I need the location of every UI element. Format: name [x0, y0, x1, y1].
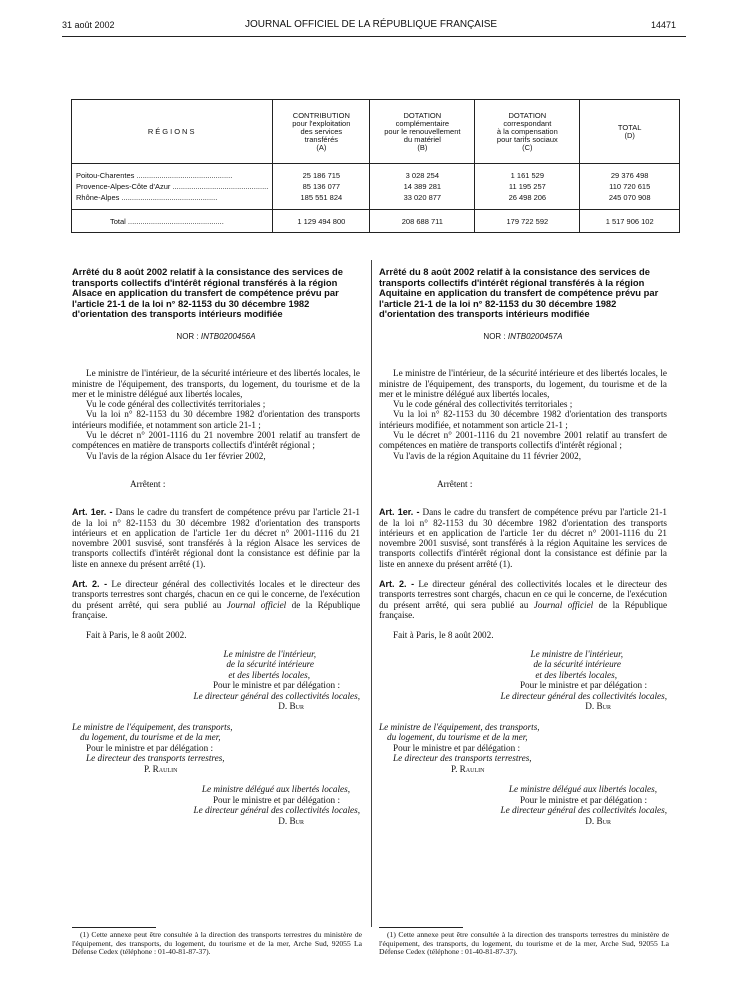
left-article: [72, 267, 360, 826]
col-header-d-text: TOTAL (D): [617, 122, 642, 140]
value-cell: 26 498 206: [475, 192, 580, 203]
total-cell: 1 517 906 102: [580, 210, 680, 233]
signature-block-1: Le ministre de l'intérieur, de la sécurité intérieure et des libertés locales, Pour le ministre et par délégation : Le directeur général des collectivités locales, D. Bur: [500, 648, 667, 711]
article-1: Art. 1er. - Dans le cadre du transfert de compétence prévu par l'article 21-1 de la loi n° 82-1153 du 30 décembre 1982 d'orientation des transports intérieurs et en application de l'article 1er du décret n° 2001-1116 du 21 novembre 2001 susvisé, sont transférés à la région Alsace les services de transports collectifs d'intérêt régional dont la consistance est définie par la liste en annexe du présent arrêté (1).: [72, 507, 360, 569]
col-header-regions: RÉGIONS: [72, 100, 273, 164]
fait-a-paris: Fait à Paris, le 8 août 2002.: [393, 630, 494, 641]
article-1: Art. 1er. - Dans le cadre du transfert de compétence prévu par l'article 21-1 de la loi n° 82-1153 du 30 décembre 1982 d'orientation des transports intérieurs et en application de l'article 1er du décret n° 2001-1116 du 21 novembre 2001 susvisé, sont transférés à la région Aquitaine les services de transports collectifs d'intérêt régional dont la consistance est définie par la liste en annexe du présent arrêté (1).: [379, 507, 667, 569]
page-number: 14471: [651, 20, 677, 30]
value-cell: 3 028 254: [370, 170, 475, 181]
table-row: [72, 181, 680, 192]
col-header-b: [370, 100, 475, 164]
article-title: Arrêté du 8 août 2002 relatif à la consistance des services de transports collectifs d'intérêt régional transférés à la région Alsace en application du transfert de compétence prévu par l'article 21-1 de la loi n° 82-1153 du 30 décembre 1982 d'orientation des transports intérieurs modifiée: [72, 266, 343, 320]
journal-title: JOURNAL OFFICIEL DE LA RÉPUBLIQUE FRANÇAISE: [245, 19, 498, 30]
article-2: Art. 2. - Le directeur général des collectivités locales et le directeur des transports terrestres sont chargés, chacun en ce qui le concerne, de l'exécution du présent arrêté, qui sera publié au Journal officiel de la République française.: [379, 579, 668, 620]
region-cell: Poitou-Charentes ..............................................: [72, 170, 273, 181]
value-cell: 14 389 281: [370, 181, 475, 192]
regions-table: [71, 99, 680, 233]
signature-block-2: Le ministre de l'équipement, des transports, du logement, du tourisme et de la mer, Pour le ministre et par délégation : Le directeur des transports terrestres, P. Raulin: [72, 721, 233, 774]
value-cell: 85 136 077: [273, 181, 370, 192]
value-cell: 185 551 824: [273, 192, 370, 203]
preamble: Le ministre de l'intérieur, de la sécurité intérieure et des libertés locales, le ministre de l'équipement, des transports, du logement, du tourisme et de la mer et le ministre délégué aux libertés locales,: [379, 368, 667, 399]
value-cell: 29 376 498: [580, 170, 680, 181]
visa: Vu le code général des collectivités territoriales ;: [393, 399, 573, 410]
table-total-row: [72, 210, 680, 233]
arretent: Arrêtent :: [437, 478, 473, 489]
visa: Vu la loi n° 82-1153 du 30 décembre 1982 d'orientation des transports intérieurs modifiée, et notamment son article 21-1 ;: [72, 409, 360, 430]
col-header-c: [475, 100, 580, 164]
value-cell: 33 020 877: [370, 192, 475, 203]
header-rule: [62, 36, 686, 37]
value-cell: 245 070 908: [580, 192, 680, 203]
right-article: [379, 267, 667, 826]
col-header-a: [273, 100, 370, 164]
fait-a-paris: Fait à Paris, le 8 août 2002.: [86, 630, 187, 641]
col-header-d: [580, 100, 680, 164]
total-label: Total ..............................................: [72, 210, 273, 233]
visa: Vu l'avis de la région Alsace du 1er février 2002,: [86, 450, 266, 461]
nor-reference: NOR : INTB0200457A: [483, 331, 563, 341]
footnote-left: (1) Cette annexe peut être consultée à la direction des transports terrestres du ministère de l'équipement, des transports, du logement, du tourisme et de la mer, Arche Sud, 92055 La Défense Cedex (téléphone : 01-40-81-87-37).: [72, 930, 362, 957]
value-cell: 110 720 615: [580, 181, 680, 192]
visa: Vu la loi n° 82-1153 du 30 décembre 1982 d'orientation des transports intérieurs modifiée, et notamment son article 21-1 ;: [379, 409, 667, 430]
table-row: [72, 170, 680, 181]
signature-block-3: Le ministre délégué aux libertés locales, Pour le ministre et par délégation : Le directeur général des collectivités locales, D. Bur: [193, 784, 360, 826]
visa: Vu le code général des collectivités territoriales ;: [86, 399, 266, 410]
column-divider: [371, 260, 372, 927]
footnote-right: (1) Cette annexe peut être consultée à la direction des transports terrestres du ministère de l'équipement, des transports, du logement, du tourisme et de la mer, Arche Sud, 92055 La Défense Cedex (téléphone : 01-40-81-87-37).: [379, 930, 669, 957]
nor-reference: NOR : INTB0200456A: [176, 331, 256, 341]
region-cell: Rhône-Alpes ..............................................: [72, 192, 273, 203]
col-header-a-text: CONTRIBUTION pour l'exploitation des services transférés (A): [292, 110, 351, 152]
article-2: Art. 2. - Le directeur général des collectivités locales et le directeur des transports terrestres sont chargés, chacun en ce qui le concerne, de l'exécution du présent arrêté, qui sera publié au Journal officiel de la République française.: [72, 579, 361, 620]
total-cell: 1 129 494 800: [273, 210, 370, 233]
visa: Vu l'avis de la région Aquitaine du 11 février 2002,: [393, 450, 582, 461]
col-header-c-text: DOTATION correspondant à la compensation pour tarifs sociaux (C): [496, 110, 558, 152]
signature-block-1: Le ministre de l'intérieur, de la sécurité intérieure et des libertés locales, Pour le ministre et par délégation : Le directeur général des collectivités locales, D. Bur: [193, 648, 360, 711]
value-cell: 25 186 715: [273, 170, 370, 181]
arretent: Arrêtent :: [130, 478, 166, 489]
table-row: [72, 192, 680, 203]
total-cell: 208 688 711: [370, 210, 475, 233]
footnote-rule: [72, 927, 156, 928]
region-cell: Provence-Alpes-Côte d'Azur ..............................................: [72, 181, 273, 192]
article-title: Arrêté du 8 août 2002 relatif à la consistance des services de transports collectifs d'intérêt régional transférés à la région Aquitaine en application du transfert de compétence prévu par l'article 21-1 de la loi n° 82-1153 du 30 décembre 1982 d'orientation des transports intérieurs modifiée: [379, 266, 659, 320]
total-cell: 179 722 592: [475, 210, 580, 233]
signature-block-3: Le ministre délégué aux libertés locales, Pour le ministre et par délégation : Le directeur général des collectivités locales, D. Bur: [500, 784, 667, 826]
value-cell: 11 195 257: [475, 181, 580, 192]
footnote-rule: [379, 927, 463, 928]
visa: Vu le décret n° 2001-1116 du 21 novembre 2001 relatif au transfert de compétences en matière de transports collectifs d'intérêt régional ;: [72, 430, 360, 451]
page-date: 31 août 2002: [62, 20, 115, 30]
col-header-b-text: DOTATION complémentaire pour le renouvellement du matériel (B): [384, 110, 461, 152]
value-cell: 1 161 529: [475, 170, 580, 181]
preamble: Le ministre de l'intérieur, de la sécurité intérieure et des libertés locales, le ministre de l'équipement, des transports, du logement, du tourisme et de la mer et le ministre délégué aux libertés locales,: [72, 368, 360, 399]
signature-block-2: Le ministre de l'équipement, des transports, du logement, du tourisme et de la mer, Pour le ministre et par délégation : Le directeur des transports terrestres, P. Raulin: [379, 721, 540, 774]
visa: Vu le décret n° 2001-1116 du 21 novembre 2001 relatif au transfert de compétences en matière de transports collectifs d'intérêt régional ;: [379, 430, 667, 451]
